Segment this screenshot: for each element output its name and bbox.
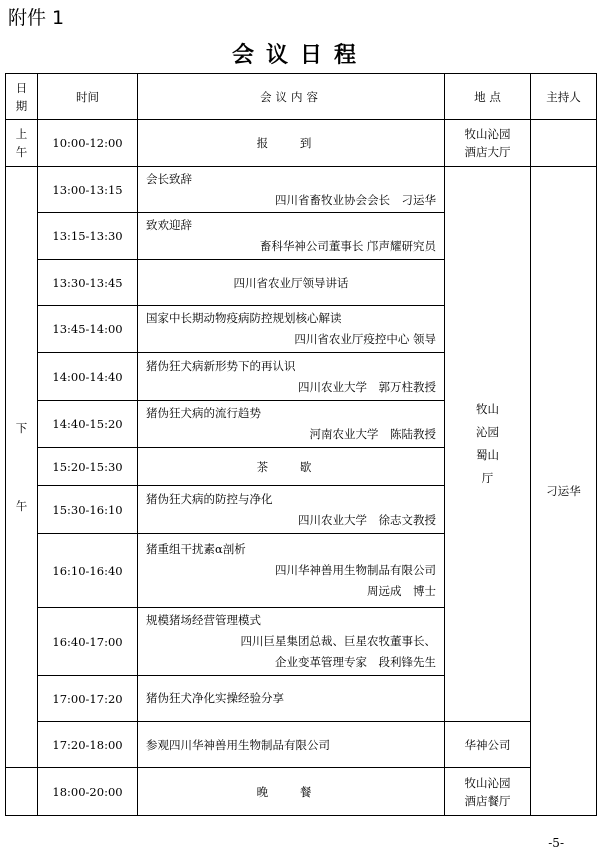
dinner-location-line2: 酒店餐厅 xyxy=(464,793,511,808)
morning-location xyxy=(445,120,531,167)
schedule-table xyxy=(5,73,597,816)
session-content xyxy=(138,608,445,676)
session-content xyxy=(138,534,445,608)
visit-row xyxy=(6,722,597,768)
session-speaker: 四川省农业厅疫控中心 领导 xyxy=(294,332,436,346)
session-speaker: 四川省畜牧业协会会长 刁运华 xyxy=(275,192,436,207)
morning-label xyxy=(6,120,38,167)
session-topic: 猪伪狂犬病新形势下的再认识 xyxy=(146,358,296,373)
dinner-row xyxy=(6,768,597,816)
header-host: 主持人 xyxy=(531,74,597,120)
dinner-time: 18:00-20:00 xyxy=(38,768,138,816)
session-content: 茶 歇 xyxy=(138,448,445,486)
header-date xyxy=(6,74,38,120)
session-time: 16:10-16:40 xyxy=(38,534,138,608)
morning-host xyxy=(531,120,597,167)
session-topic: 猪重组干扰素α剖析 xyxy=(146,542,246,556)
session-topic: 国家中长期动物疫病防控规划核心解读 xyxy=(146,311,342,325)
session-content xyxy=(138,486,445,534)
session-speaker: 四川农业大学 徐志文教授 xyxy=(298,512,436,527)
session-speaker: 周远成 博士 xyxy=(367,584,436,598)
session-speaker: 四川华神兽用生物制品有限公司 xyxy=(275,563,436,577)
session-content xyxy=(138,401,445,448)
session-speaker: 河南农业大学 陈陆教授 xyxy=(309,427,436,441)
session-time: 13:15-13:30 xyxy=(38,213,138,260)
session-speaker: 畜科华神公司董事长 邝声耀研究员 xyxy=(259,239,436,253)
schedule-row xyxy=(6,167,597,213)
afternoon-location-line: 厅 xyxy=(481,471,494,485)
header-content: 会议内容 xyxy=(138,74,445,120)
session-speaker: 四川巨星集团总裁、巨星农牧董事长、 xyxy=(240,634,436,648)
visit-location: 华神公司 xyxy=(445,722,531,768)
header-time: 时间 xyxy=(38,74,138,120)
morning-location-line2: 酒店大厅 xyxy=(464,145,511,159)
session-time: 15:30-16:10 xyxy=(38,486,138,534)
header-date-line1: 日 xyxy=(15,80,28,95)
table-header-row xyxy=(6,74,597,120)
afternoon-label-line1: 下 xyxy=(15,421,28,435)
session-content xyxy=(138,167,445,213)
session-topic: 猪伪狂犬病的流行趋势 xyxy=(146,406,261,420)
attachment-label: 附件 1 xyxy=(8,7,65,29)
dinner-location-line1: 牧山沁园 xyxy=(464,775,511,790)
visit-time: 17:20-18:00 xyxy=(38,722,138,768)
session-time: 13:00-13:15 xyxy=(38,167,138,213)
session-time: 15:20-15:30 xyxy=(38,448,138,486)
session-time: 14:00-14:40 xyxy=(38,353,138,401)
morning-location-line1: 牧山沁园 xyxy=(464,127,511,141)
session-topic: 规模猪场经营管理模式 xyxy=(146,613,261,627)
afternoon-host: 刁运华 xyxy=(531,167,597,816)
session-time: 13:30-13:45 xyxy=(38,260,138,306)
session-time: 17:00-17:20 xyxy=(38,676,138,722)
morning-row xyxy=(6,120,597,167)
visit-content: 参观四川华神兽用生物制品有限公司 xyxy=(138,722,445,768)
header-date-line2: 期 xyxy=(15,98,28,113)
morning-content: 报 到 xyxy=(138,120,445,167)
page-title: 会议日程 xyxy=(231,42,368,68)
session-topic: 猪伪狂犬净化实操经验分享 xyxy=(146,691,284,705)
afternoon-location-line: 沁园 xyxy=(476,425,499,439)
session-topic: 会长致辞 xyxy=(146,171,192,186)
morning-time: 10:00-12:00 xyxy=(38,120,138,167)
afternoon-location xyxy=(445,167,531,722)
session-content xyxy=(138,353,445,401)
session-speaker: 四川农业大学 郭万柱教授 xyxy=(298,379,436,394)
afternoon-session xyxy=(6,167,597,816)
morning-label-line2: 午 xyxy=(15,145,28,159)
session-topic: 猪伪狂犬病的防控与净化 xyxy=(146,491,273,506)
session-content xyxy=(138,676,445,722)
afternoon-label-line2: 午 xyxy=(15,499,28,513)
morning-label-line1: 上 xyxy=(15,127,28,141)
session-speaker: 企业变革管理专家 段利锋先生 xyxy=(275,655,436,669)
dinner-content: 晚 餐 xyxy=(138,768,445,816)
header-location: 地 点 xyxy=(445,74,531,120)
afternoon-label xyxy=(6,167,38,768)
session-time: 16:40-17:00 xyxy=(38,608,138,676)
page-number: -5- xyxy=(548,836,564,850)
dinner-date xyxy=(6,768,38,816)
session-content xyxy=(138,306,445,353)
session-time: 13:45-14:00 xyxy=(38,306,138,353)
session-time: 14:40-15:20 xyxy=(38,401,138,448)
session-content xyxy=(138,213,445,260)
afternoon-location-line: 蜀山 xyxy=(476,448,499,462)
afternoon-location-line: 牧山 xyxy=(476,402,499,416)
dinner-location xyxy=(445,768,531,816)
session-content: 四川省农业厅领导讲话 xyxy=(138,260,445,306)
session-topic: 致欢迎辞 xyxy=(146,218,192,232)
